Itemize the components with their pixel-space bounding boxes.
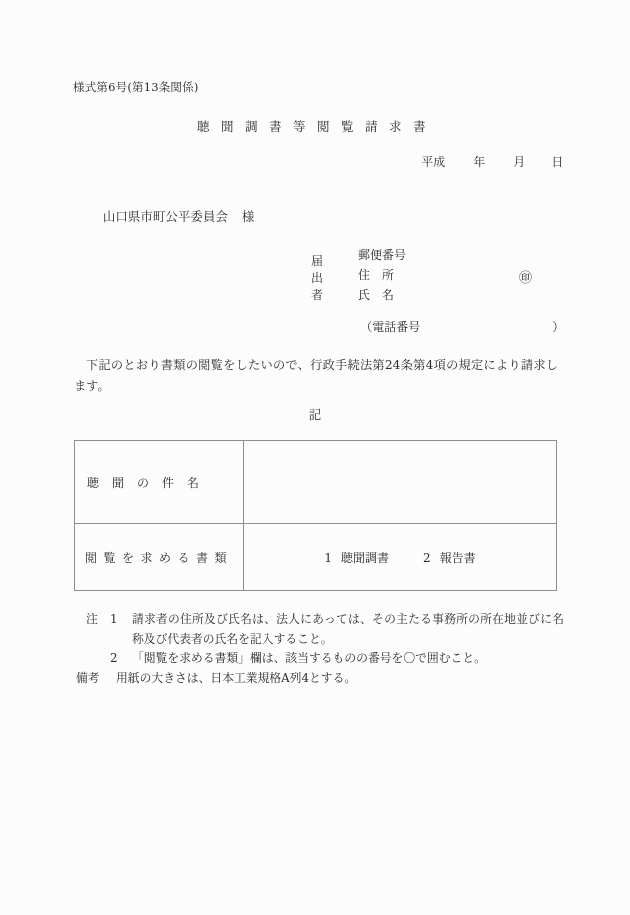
phone-close-paren: ）: [552, 320, 565, 334]
requested-documents-options: [244, 524, 557, 591]
applicant-tag: 届出者: [311, 254, 324, 302]
date-year-unit: 年: [473, 155, 486, 169]
body-paragraph: 下記のとおり書類の閲覧をしたいので、行政手続法第24条第4項の規定により請求します。: [74, 358, 558, 393]
date-era: 平成: [421, 155, 446, 169]
addressee-honorific: 様: [241, 208, 255, 224]
phone-line: [345, 309, 564, 345]
document-option-1-number[interactable]: 1: [324, 550, 332, 565]
name-label: 氏名: [358, 288, 407, 302]
applicant-block: [311, 232, 533, 302]
note-item: [74, 610, 564, 649]
phone-label: （電話番号: [360, 320, 421, 334]
notes-tag: 注: [86, 612, 98, 626]
addressee: [87, 198, 254, 236]
postal-code-label: 郵便番号: [358, 248, 407, 262]
address-label: 住所: [358, 268, 407, 282]
table-row-label-requested-documents: [75, 524, 244, 591]
table-row: [75, 441, 557, 524]
hearing-subject-field[interactable]: [244, 441, 557, 524]
note-number: 1: [110, 612, 118, 626]
request-table: [74, 440, 557, 591]
seal-icon: ㊞: [519, 271, 533, 286]
label-text: 聴聞の件名: [87, 475, 213, 490]
date-line: [406, 144, 563, 180]
note-text: 「閲覧を求める書類」欄は、該当するものの番号を〇で囲むこと。: [132, 651, 486, 665]
remark-text: 用紙の大きさは、日本工業規格A列4とする。: [116, 670, 357, 685]
page-title: 聴聞調書等閲覧請求書: [197, 119, 438, 134]
document-option-2-label[interactable]: 報告書: [439, 550, 476, 565]
notes-section: [74, 610, 564, 688]
note-number: 2: [110, 651, 118, 665]
date-day-unit: 日: [551, 155, 564, 169]
label-text: 閲覧を求める書類: [85, 550, 234, 565]
form-number: 様式第6号(第13条関係): [73, 80, 199, 94]
document-option-2-number[interactable]: 2: [423, 550, 431, 565]
note-item: [74, 649, 564, 669]
remark-tag: 備考: [76, 670, 100, 685]
note-text: 請求者の住所及び氏名は、法人にあっては、その主たる事務所の所在地並びに名称及び代表者の氏名を記入すること。: [132, 612, 564, 646]
remark-item: [74, 669, 564, 689]
addressee-name: 山口県市町公平委員会: [102, 208, 228, 224]
date-month-unit: 月: [513, 155, 526, 169]
table-row-label-hearing-subject: [75, 441, 244, 524]
ki-marker: 記: [308, 407, 322, 422]
table-row: [75, 524, 557, 591]
document-option-1-label[interactable]: 聴聞調書: [340, 550, 389, 565]
applicant-postal-row: [311, 232, 407, 262]
